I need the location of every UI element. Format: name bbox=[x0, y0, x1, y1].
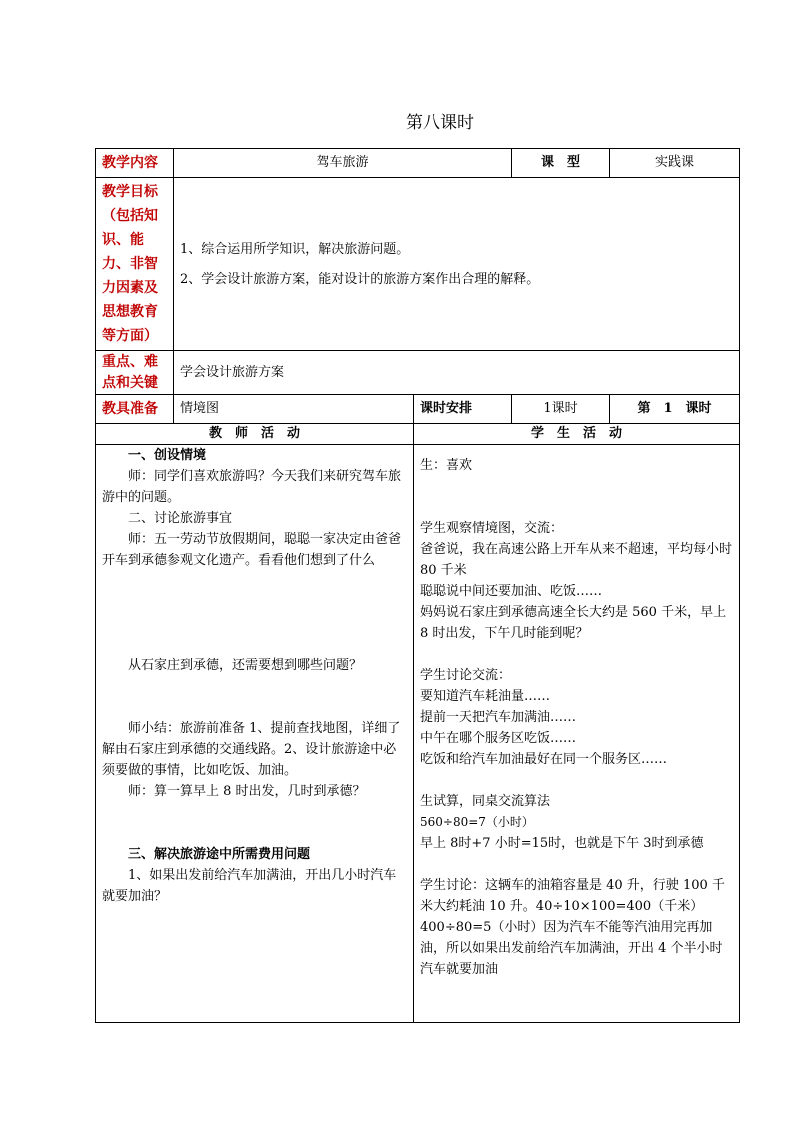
student-line: 聪聪说中间还要加油、吃饭…… bbox=[420, 584, 603, 599]
row-content bbox=[96, 149, 740, 178]
teacher-line: 一、创设情境 bbox=[128, 448, 207, 463]
teacher-line: 师：五一劳动节放假期间，聪聪一家决定由爸爸开车到承德参观文化遗产。看看他们想到了什么 bbox=[102, 532, 402, 568]
row-activity-headers bbox=[96, 424, 740, 445]
student-line: 生试算，同桌交流算法 bbox=[420, 794, 551, 809]
student-line: 提前一天把汽车加满油…… bbox=[420, 710, 577, 725]
student-activities bbox=[414, 445, 740, 1023]
page-title: 第八课时 bbox=[406, 113, 474, 133]
row-keypoints bbox=[96, 351, 740, 395]
student-line: 吃饭和给汽车加油最好在同一个服务区…… bbox=[420, 752, 668, 767]
content-value: 驾车旅游 bbox=[174, 149, 512, 178]
row-materials bbox=[96, 395, 740, 424]
student-header: 学 生 活 动 bbox=[414, 424, 740, 445]
student-line: 爸爸说，我在高速公路上开车从来不超速，平均每小时 80 千米 bbox=[420, 542, 733, 578]
keypoints-content: 学会设计旅游方案 bbox=[174, 351, 740, 395]
student-line: 早上 8时+7 小时=15时，也就是下午 3时到承德 bbox=[420, 836, 704, 851]
schedule-label: 课时安排 bbox=[414, 395, 512, 424]
content-label: 教学内容 bbox=[96, 149, 174, 178]
student-line: 学生讨论：这辆车的油箱容量是 40 升，行驶 100 千米大约耗油 10 升。40÷10×100=400（千米） bbox=[420, 878, 725, 914]
row-activities bbox=[96, 445, 740, 1023]
student-line: 中午在哪个服务区吃饭…… bbox=[420, 731, 577, 746]
teacher-line: 师：算一算早上 8 时出发，几时到承德？ bbox=[128, 784, 366, 799]
teacher-activities bbox=[96, 445, 414, 1023]
teacher-line: 二、讨论旅游事宜 bbox=[128, 511, 233, 526]
materials-label: 教具准备 bbox=[96, 395, 174, 424]
student-line: 要知道汽车耗油量…… bbox=[420, 689, 551, 704]
type-value: 实践课 bbox=[610, 149, 740, 178]
keypoints-label: 重点、难点和关键 bbox=[96, 351, 174, 395]
goal-2: 2、学会设计旅游方案，能对设计的旅游方案作出合理的解释。 bbox=[180, 271, 540, 287]
student-line: 学生观察情境图，交流： bbox=[420, 521, 564, 536]
schedule-value: 1课时 bbox=[512, 395, 610, 424]
student-line: 560÷80=7（小时） bbox=[420, 815, 534, 829]
type-label: 课 型 bbox=[512, 149, 610, 178]
session-label: 第 1 课时 bbox=[610, 395, 740, 424]
student-line: 学生讨论交流： bbox=[420, 668, 512, 683]
teacher-line: 师：同学们喜欢旅游吗？今天我们来研究驾车旅游中的问题。 bbox=[102, 469, 402, 505]
teacher-line: 1、如果出发前给汽车加满油，开出几小时汽车就要加油？ bbox=[102, 868, 397, 904]
teacher-line: 三、解决旅游途中所需费用问题 bbox=[128, 847, 311, 862]
goals-label bbox=[96, 178, 174, 351]
student-line: 400÷80=5（小时）因为汽车不能等汽油用完再加油，所以如果出发前给汽车加满油，开出 4 个半小时汽车就要加油 bbox=[420, 920, 723, 977]
goal-1: 1、综合运用所学知识，解决旅游问题。 bbox=[180, 241, 410, 257]
materials-value: 情境图 bbox=[174, 395, 414, 424]
row-goals bbox=[96, 178, 740, 351]
lesson-plan-table bbox=[95, 148, 740, 1023]
goals-content bbox=[174, 178, 740, 351]
student-line: 生：喜欢 bbox=[420, 458, 473, 473]
goals-label-text: 教学目标（包括知识、能力、非智力因素及思想教育等方面） bbox=[102, 184, 158, 344]
teacher-header: 教 师 活 动 bbox=[96, 424, 414, 445]
student-line: 妈妈说石家庄到承德高速全长大约是 560 千米，早上 8 时出发，下午几时能到呢？ bbox=[420, 605, 727, 641]
teacher-line: 从石家庄到承德，还需要想到哪些问题？ bbox=[128, 658, 363, 673]
teacher-line: 师小结：旅游前准备 1、提前查找地图，详细了解由石家庄到承德的交通线路。2、设计旅游途中必须要做的事情，比如吃饭、加油。 bbox=[102, 721, 401, 778]
